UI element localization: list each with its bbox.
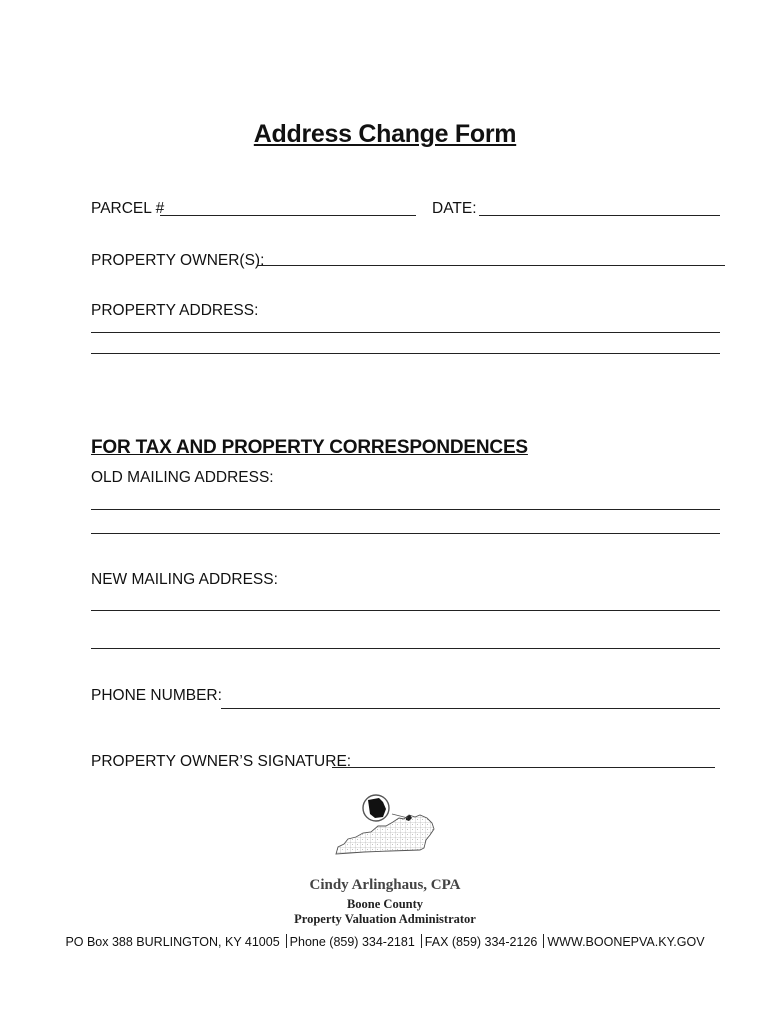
parcel-field[interactable] <box>160 215 416 216</box>
section-heading: FOR TAX AND PROPERTY CORRESPONDENCES <box>91 437 528 458</box>
footer-divider <box>543 934 544 948</box>
date-field[interactable] <box>479 215 720 216</box>
parcel-label: PARCEL # <box>91 200 165 217</box>
date-label: DATE: <box>432 200 477 217</box>
administrator-title: Property Valuation Administrator <box>294 912 476 926</box>
new-mailing-address-line-2[interactable] <box>91 648 720 649</box>
footer-website-link[interactable]: WWW.BOONEPVA.KY.GOV <box>547 935 705 949</box>
footer-fax: FAX (859) 334-2126 <box>424 935 538 949</box>
old-mailing-address-label: OLD MAILING ADDRESS: <box>91 469 274 486</box>
property-address-line-1[interactable] <box>91 332 720 333</box>
footer-divider <box>421 934 422 948</box>
footer-phone: Phone (859) 334-2181 <box>289 935 415 949</box>
kentucky-county-map-icon <box>330 792 445 862</box>
old-mailing-address-line-2[interactable] <box>91 533 720 534</box>
old-mailing-address-line-1[interactable] <box>91 509 720 510</box>
footer-divider <box>286 934 287 948</box>
administrator-county: Boone County <box>346 897 424 911</box>
phone-number-field[interactable] <box>221 708 720 709</box>
footer-address: PO Box 388 BURLINGTON, KY 41005 <box>65 935 280 949</box>
property-owners-field[interactable] <box>258 265 725 266</box>
administrator-name: Cindy Arlinghaus, CPA <box>309 877 461 893</box>
form-title: Address Change Form <box>253 120 517 148</box>
footer-contact <box>0 934 770 949</box>
property-address-label: PROPERTY ADDRESS: <box>91 302 259 319</box>
signature-field[interactable] <box>332 767 715 768</box>
property-address-line-2[interactable] <box>91 353 720 354</box>
phone-number-label: PHONE NUMBER: <box>91 687 222 704</box>
property-owners-label: PROPERTY OWNER(S): <box>91 252 265 269</box>
new-mailing-address-line-1[interactable] <box>91 610 720 611</box>
signature-label: PROPERTY OWNER’S SIGNATURE: <box>91 753 352 770</box>
new-mailing-address-label: NEW MAILING ADDRESS: <box>91 571 278 588</box>
